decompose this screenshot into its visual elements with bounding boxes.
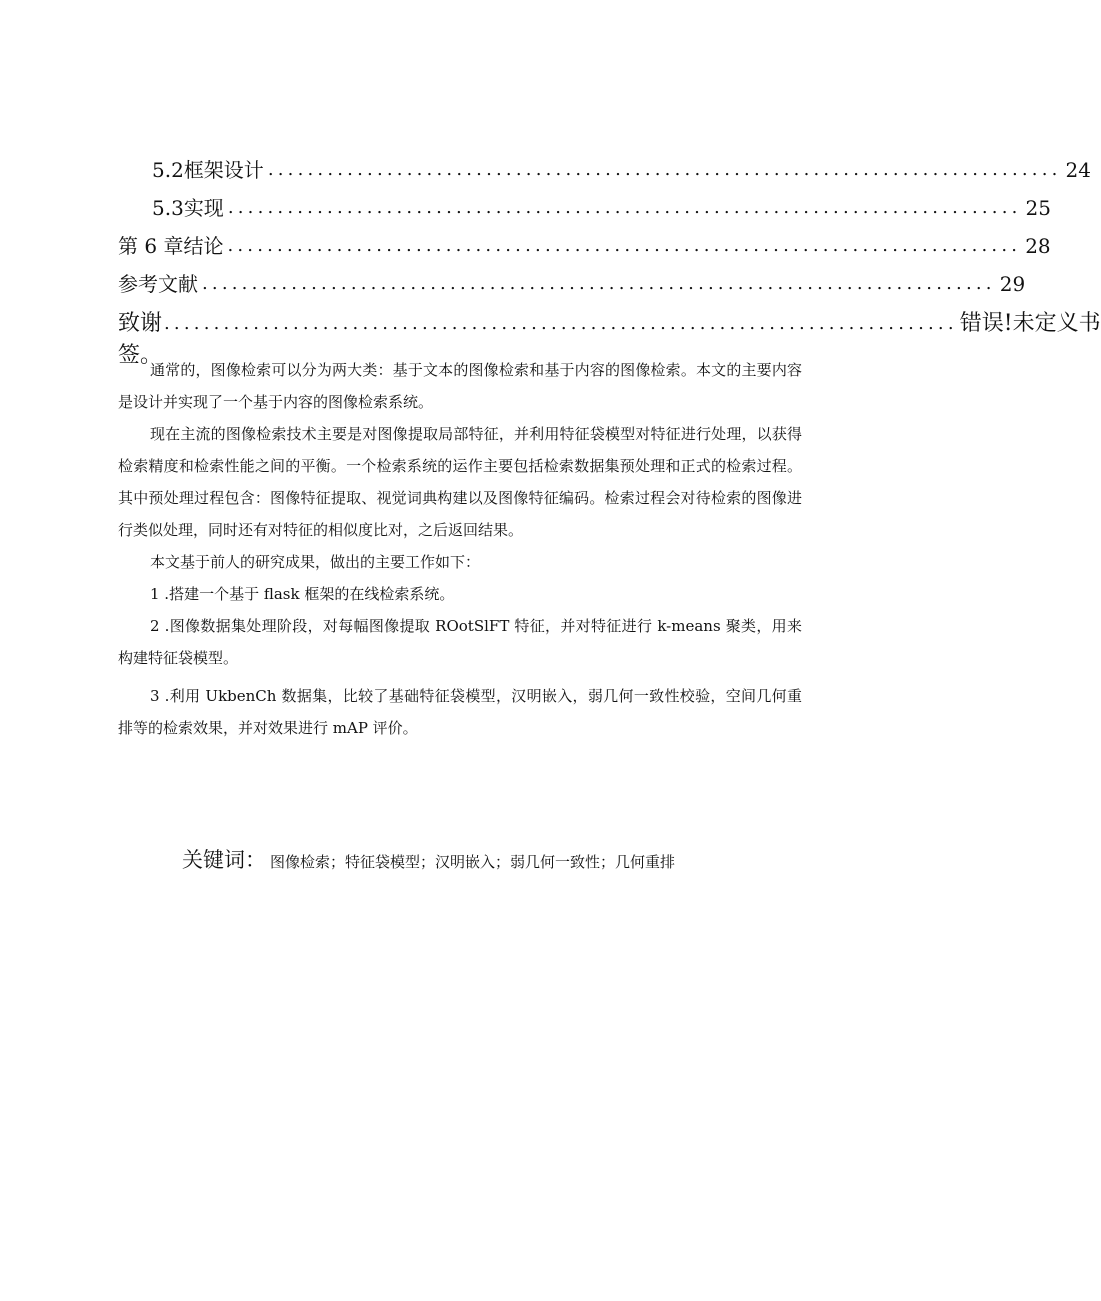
keywords-line bbox=[182, 844, 675, 874]
abstract-paragraph: 本文基于前人的研究成果，做出的主要工作如下： bbox=[150, 553, 481, 571]
toc-entry-title: 致谢 bbox=[118, 311, 163, 336]
toc-entry-chapter-6[interactable] bbox=[118, 228, 1051, 258]
contribution-item: 2 .图像数据集处理阶段，对每幅图像提取 ROotSlFT 特征，并对特征进行 k-means 聚类，用来构建特征袋模型。 bbox=[118, 617, 802, 667]
contribution-item: 1 .搭建一个基于 flask 框架的在线检索系统。 bbox=[150, 585, 455, 603]
contribution-item: 3 .利用 UkbenCh 数据集，比较了基础特征袋模型，汉明嵌入，弱几何一致性校验，空间几何重排等的检索效果，并对效果进行 mAP 评价。 bbox=[118, 687, 802, 737]
abstract-paragraph: 现在主流的图像检索技术主要是对图像提取局部特征，并利用特征袋模型对特征进行处理，以获得检索精度和检索性能之间的平衡。一个检索系统的运作主要包括检索数据集预处理和正式的检索过程。其中预处理过程包含：图像特征提取、视觉词典构建以及图像特征编码。检索过程会对待检索的图像进行类似处理，同时还有对特征的相似度比对，之后返回结果。 bbox=[118, 425, 802, 539]
toc-page-number: 25 bbox=[1025, 196, 1051, 220]
bookmark-error-text: 错误!未定义书 bbox=[959, 311, 1101, 336]
toc-entry-number: 5.2 bbox=[152, 158, 184, 182]
toc-dot-leader: ................................................................................ bbox=[227, 197, 1022, 218]
keywords-label: 关键词： bbox=[182, 848, 266, 872]
abstract-body bbox=[118, 354, 802, 744]
toc-entry-number: 5.3 bbox=[152, 196, 184, 220]
toc-page-number: 28 bbox=[1025, 234, 1051, 258]
bookmark-error-continuation: 签。 bbox=[118, 343, 163, 368]
toc-page-number: 24 bbox=[1065, 158, 1091, 182]
toc-entry-5-3[interactable] bbox=[152, 190, 1051, 220]
toc-dot-leader: ................................................................................ bbox=[164, 313, 958, 334]
toc-entry-references[interactable] bbox=[118, 266, 1026, 296]
toc-dot-leader: ................................................................................ bbox=[202, 273, 996, 294]
toc-dot-leader: ................................................................................ bbox=[227, 235, 1022, 256]
toc-entry-title: 第 6 章结论 bbox=[118, 234, 224, 258]
abstract-paragraph: 通常的，图像检索可以分为两大类：基于文本的图像检索和基于内容的图像检索。本文的主要内容是设计并实现了一个基于内容的图像检索系统。 bbox=[118, 361, 802, 411]
toc-entry-title: 实现 bbox=[183, 196, 224, 220]
toc-dot-leader: ................................................................................ bbox=[267, 159, 1062, 180]
toc-entry-5-2[interactable] bbox=[152, 152, 1091, 182]
toc-page-number: 29 bbox=[999, 272, 1026, 296]
toc-entry-title: 框架设计 bbox=[183, 158, 264, 182]
keywords-text: 图像检索；特征袋模型；汉明嵌入；弱几何一致性；几何重排 bbox=[270, 853, 676, 871]
toc-entry-title: 参考文献 bbox=[118, 272, 198, 296]
